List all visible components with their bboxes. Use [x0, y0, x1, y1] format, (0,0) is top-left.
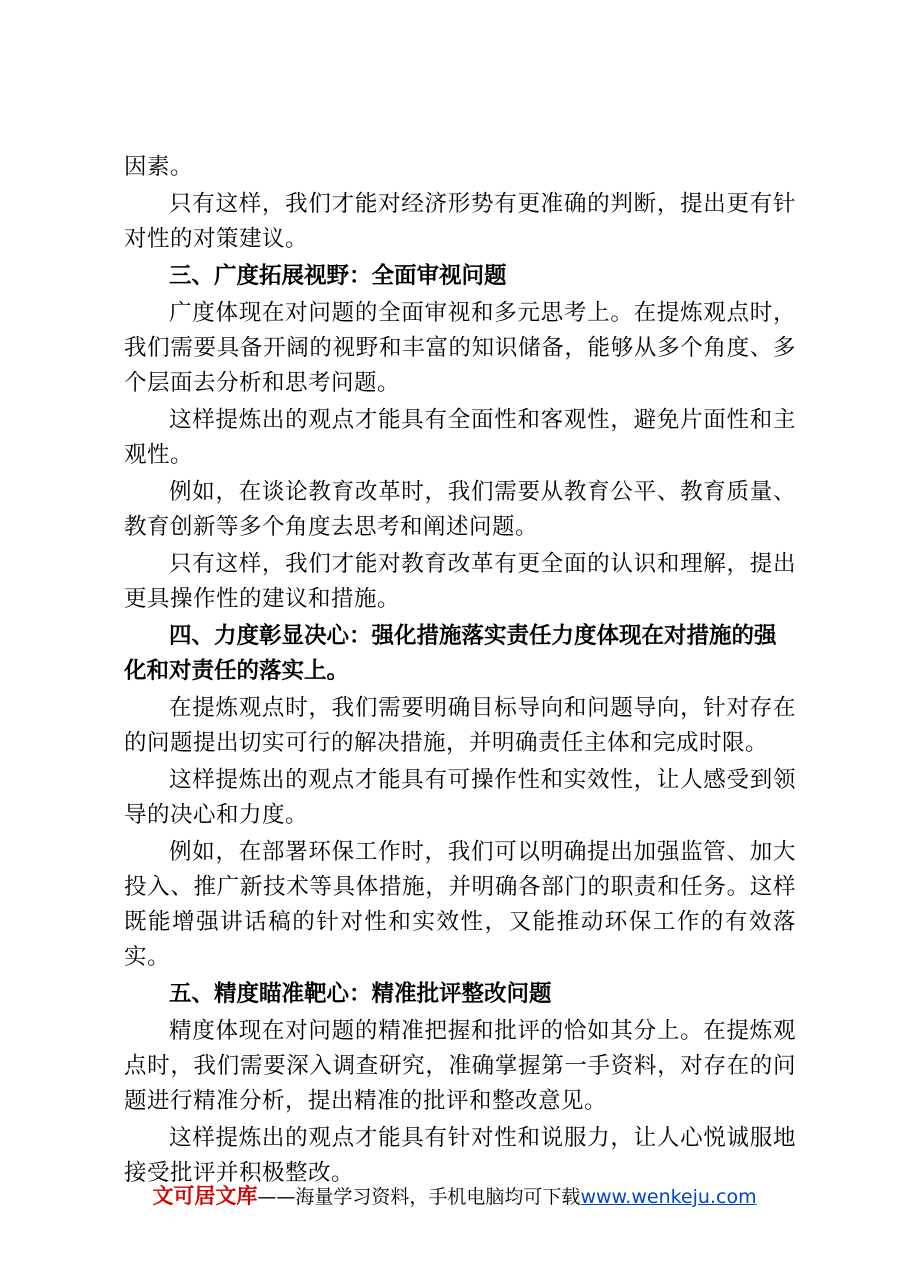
section-heading: 三、广度拓展视野：全面审视问题 — [169, 263, 507, 289]
body-paragraph: 因素。 — [124, 154, 194, 180]
footer-tagline: ——海量学习资料，手机电脑均可下载 — [257, 1186, 581, 1208]
body-paragraph: 这样提炼出的观点才能具有全面性和客观性，避免片面性和主观性。 — [124, 407, 796, 468]
footer-banner — [0, 1180, 909, 1210]
footer-link[interactable]: www.wenkeju.com — [580, 1186, 757, 1208]
body-paragraph: 精度体现在对问题的精准把握和批评的恰如其分上。在提炼观点时，我们需要深入调查研究，准确掌握第一手资料，对存在的问题进行精准分析，提出精准的批评和整改意见。 — [124, 1018, 796, 1114]
body-paragraph: 只有这样，我们才能对经济形势有更准确的判断，提出更有针对性的对策建议。 — [124, 191, 796, 252]
body-paragraph: 例如，在谈论教育改革时，我们需要从教育公平、教育质量、教育创新等多个角度去思考和阐述问题。 — [124, 479, 796, 540]
body-paragraph: 例如，在部署环保工作时，我们可以明确提出加强监管、加大投入、推广新技术等具体措施，并明确各部门的职责和任务。这样既能增强讲话稿的针对性和实效性，又能推动环保工作的有效落实。 — [124, 839, 796, 970]
body-paragraph: 广度体现在对问题的全面审视和多元思考上。在提炼观点时，我们需要具备开阔的视野和丰富的知识储备，能够从多个角度、多个层面去分析和思考问题。 — [124, 300, 796, 396]
document-body — [124, 150, 796, 1193]
body-paragraph: 只有这样，我们才能对教育改革有更全面的认识和理解，提出更具操作性的建议和措施。 — [124, 551, 796, 612]
body-paragraph: 这样提炼出的观点才能具有针对性和说服力，让人心悦诚服地接受批评并积极整改。 — [124, 1125, 796, 1186]
body-paragraph: 在提炼观点时，我们需要明确目标导向和问题导向，针对存在的问题提出切实可行的解决措施，并明确责任主体和完成时限。 — [124, 695, 796, 756]
body-paragraph: 这样提炼出的观点才能具有可操作性和实效性，让人感受到领导的决心和力度。 — [124, 767, 796, 828]
footer-brand: 文可居文库 — [152, 1184, 258, 1208]
section-heading: 四、力度彰显决心：强化措施落实责任力度体现在对措施的强化和对责任的落实上。 — [124, 623, 777, 684]
section-heading: 五、精度瞄准靶心：精准批评整改问题 — [169, 981, 552, 1007]
